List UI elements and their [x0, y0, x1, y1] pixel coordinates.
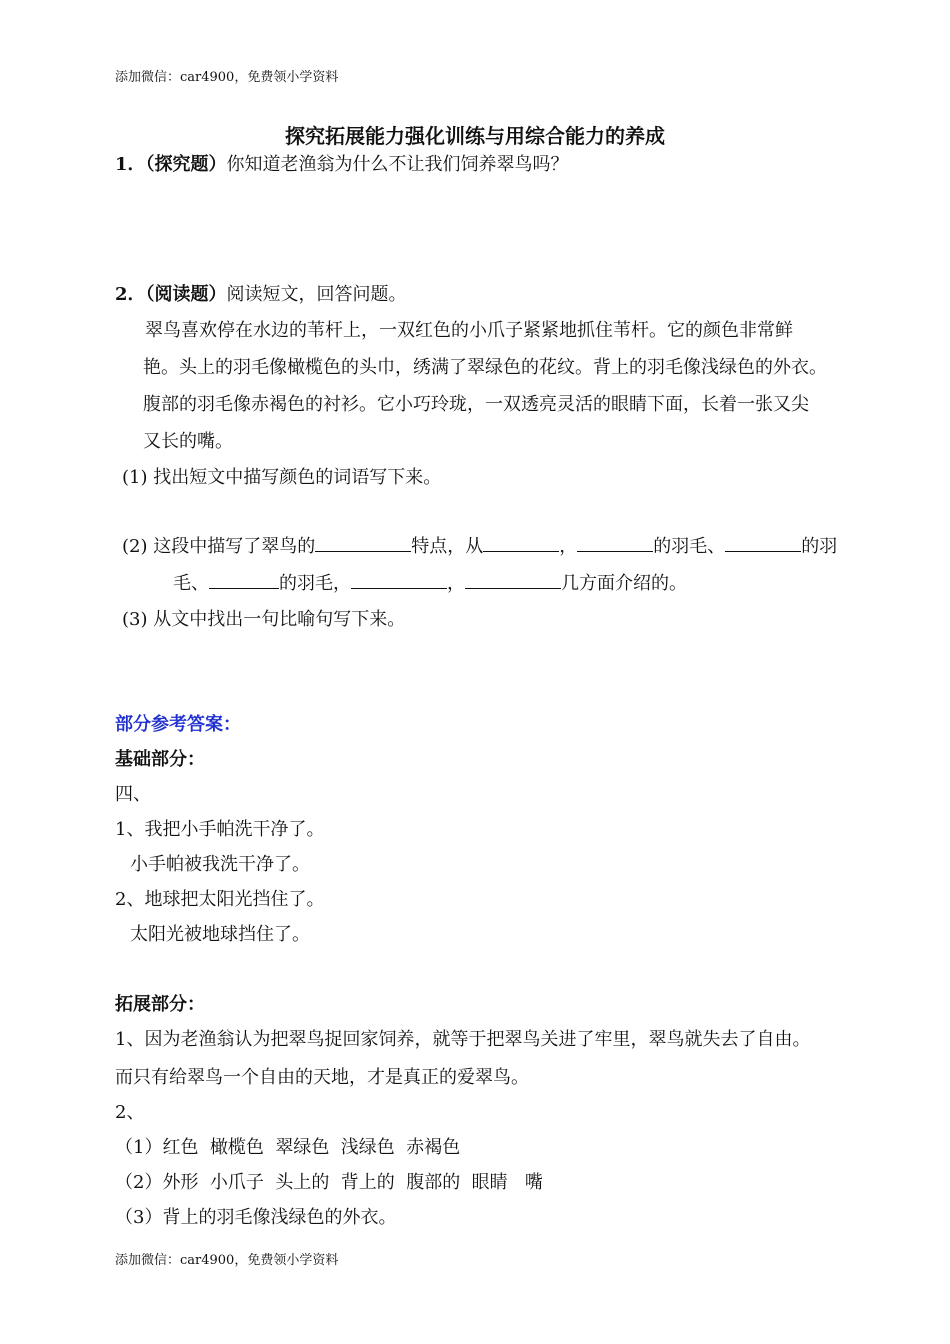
sub2-text: 的羽 — [801, 536, 838, 557]
sub-question-2 — [122, 532, 837, 558]
q2-tag: （阅读题） — [145, 284, 227, 305]
basic-heading: 基础部分： — [115, 749, 205, 770]
footer-note: 添加微信：car4900，免费领小学资料 — [115, 1253, 339, 1268]
answer-line: 1、我把小手帕洗干净了。 — [115, 819, 325, 840]
answers-heading: 部分参考答案： — [115, 714, 241, 735]
sub-question-3: (3) 从文中找出一句比喻句写下来。 — [122, 609, 406, 630]
sub2-text: 的羽毛， — [279, 573, 351, 594]
answer-line: 2、地球把太阳光挡住了。 — [115, 889, 325, 910]
answer-blank[interactable] — [465, 570, 561, 589]
passage-line: 腹部的羽毛像赤褐色的衬衫。它小巧玲珑，一双透亮灵活的眼睛下面，长着一张又尖 — [143, 394, 809, 415]
question-2 — [115, 280, 407, 306]
page-title: 探究拓展能力强化训练与用综合能力的养成 — [285, 124, 665, 148]
answer-blank[interactable] — [725, 533, 801, 552]
answer-blank[interactable] — [209, 570, 279, 589]
q2-number: 2． — [115, 284, 146, 305]
passage-line: 艳。头上的羽毛像橄榄色的头巾，绣满了翠绿色的花纹。背上的羽毛像浅绿色的外衣。 — [143, 357, 827, 378]
answer-line: （3）背上的羽毛像浅绿色的外衣。 — [115, 1207, 397, 1228]
answer-blank[interactable] — [351, 570, 447, 589]
answer-line: 太阳光被地球挡住了。 — [130, 924, 310, 945]
extension-heading: 拓展部分： — [115, 994, 205, 1015]
q1-text: 你知道老渔翁为什么不让我们饲养翠鸟吗？ — [226, 154, 569, 175]
q1-tag: （探究题） — [145, 154, 227, 175]
sub2-text: 特点，从 — [411, 536, 484, 557]
answer-blank[interactable] — [483, 533, 559, 552]
sub2-text: 毛、 — [173, 573, 209, 594]
answer-blank[interactable] — [577, 533, 653, 552]
sub2-text: ， — [447, 573, 465, 594]
sub2-text: 的羽毛、 — [653, 536, 726, 557]
answer-blank[interactable] — [315, 533, 411, 552]
sub2-text: (2) 这段中描写了翠鸟的 — [122, 536, 316, 557]
sub-question-2-continued — [173, 569, 687, 595]
sub-question-1: (1) 找出短文中描写颜色的词语写下来。 — [122, 467, 442, 488]
header-note: 添加微信：car4900，免费领小学资料 — [115, 70, 339, 85]
sub2-text: 几方面介绍的。 — [561, 573, 687, 594]
answer-line: 1、因为老渔翁认为把翠鸟捉回家饲养，就等于把翠鸟关进了牢里，翠鸟就失去了自由。 — [115, 1029, 811, 1050]
answer-line: 2、 — [115, 1102, 145, 1123]
q2-text: 阅读短文，回答问题。 — [226, 284, 407, 305]
question-1 — [115, 150, 569, 176]
answer-line: 小手帕被我洗干净了。 — [130, 854, 310, 875]
answer-line: （2）外形 小爪子 头上的 背上的 腹部的 眼睛 嘴 — [115, 1172, 543, 1193]
passage-line: 翠鸟喜欢停在水边的苇杆上，一双红色的小爪子紧紧地抓住苇杆。它的颜色非常鲜 — [145, 320, 793, 341]
passage-line: 又长的嘴。 — [143, 431, 233, 452]
answer-line: （1）红色 橄榄色 翠绿色 浅绿色 赤褐色 — [115, 1137, 461, 1158]
answer-line: 四、 — [115, 784, 151, 805]
q1-number: 1． — [115, 154, 146, 175]
sub2-text: ， — [559, 536, 578, 557]
answer-line: 而只有给翠鸟一个自由的天地，才是真正的爱翠鸟。 — [115, 1067, 529, 1088]
